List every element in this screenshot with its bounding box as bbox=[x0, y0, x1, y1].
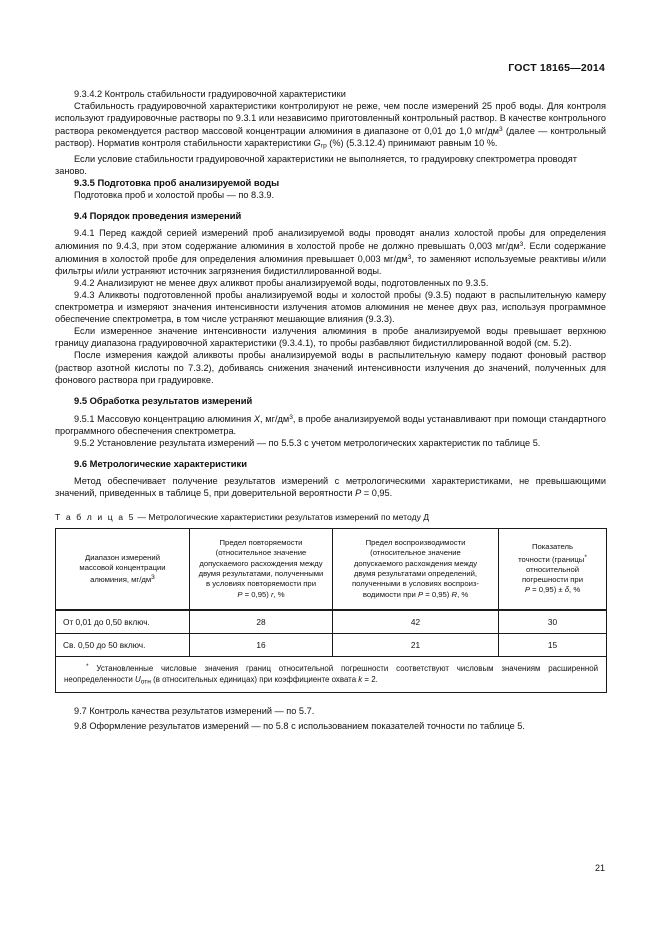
section-9-3-4-2-heading: 9.3.4.2 Контроль стабильности градуировочной характеристики bbox=[74, 89, 346, 99]
variable-x: X bbox=[253, 413, 261, 424]
table-header-accuracy: Показатель точности (границы* относительной погрешности при P = 0,95) ± δ, % bbox=[499, 528, 607, 610]
table-cell-accuracy: 15 bbox=[499, 633, 607, 656]
spacer bbox=[55, 499, 606, 511]
variable-p: P bbox=[417, 589, 424, 599]
table-cell-repeatability: 28 bbox=[190, 610, 333, 634]
table-caption bbox=[55, 511, 606, 523]
table-cell-reproducibility: 42 bbox=[333, 610, 499, 634]
superscript-cubic: 3 bbox=[289, 413, 293, 421]
section-9-3-4-2-paragraph-2: Если условие стабильности градуировочной характеристики не выполняется, то градуировку спектрометра проводят заново. bbox=[55, 153, 577, 176]
spacer bbox=[55, 201, 606, 210]
section-9-5-heading: 9.5 Обработка результатов измерений bbox=[74, 394, 253, 406]
superscript-cubic: 3 bbox=[498, 126, 503, 134]
subscript-gr: гр bbox=[320, 142, 327, 150]
table-header-range: Диапазон измерений массовой концентрации алюминия, $мг/дм^3$ bbox=[56, 528, 190, 610]
page-number: 21 bbox=[594, 863, 605, 873]
section-9-5-2-paragraph: 9.5.2 Установление результата измерений — по 5.5.3 с учетом метрологических характеристик по таблице 5. bbox=[74, 437, 541, 448]
variable-delta: δ bbox=[564, 585, 570, 595]
variable-p: P bbox=[237, 589, 243, 599]
variable-u: U bbox=[135, 675, 141, 685]
section-9-4-2-paragraph: 9.4.2 Анализируют не менее двух аликвот пробы анализируемой воды, подготовленных по 9.3.5. bbox=[74, 278, 489, 289]
variable-p: P bbox=[524, 585, 530, 595]
section-9-4-3-paragraph: 9.4.3 Аликвоты подготовленной пробы анализируемой воды и холостой пробы (9.3.5) подают в распылительную камеру спектрометра и измеряют значения интенсивности излучения атомов алюминия не менее двух раз, используя программное обеспечение спектрометра, в том числе устраняют мешающие влияния (9.3.3). bbox=[55, 290, 606, 325]
section-9-6-heading: 9.6 Метрологические характеристики bbox=[74, 457, 247, 469]
footnote-marker: * bbox=[86, 662, 89, 670]
spacer bbox=[55, 386, 606, 395]
spacer bbox=[55, 693, 606, 705]
superscript-cubic: 3 bbox=[151, 574, 155, 582]
variable-p: P bbox=[355, 487, 362, 498]
table-footnote: * Установленные числовые значения границ относительной погрешности соответствуют числовым значениям расширенной неопределенности $U_{отн}$ (в относительных единицах) при коэффициенте охвата k = 2. bbox=[56, 656, 607, 692]
section-9-3-4-2-paragraph-1: Стабильность градуировочной характеристики контролируют не реже, чем после измерений 25 проб воды. Для контроля используют градуировочные растворы по 9.3.1 или независимо приготовленный контрольный раствор. В качестве контрольного раствора рекомендуется раствор массовой концентрации алюминия в диапазоне от 0,01 до 1,0 $мг/дм^3$ (далее — контрольный раствор). Норматив контроля стабильности характеристики $G_{гр}$ (%) (5.3.12.4) принимают равным 10 %. bbox=[55, 101, 606, 150]
section-9-8-paragraph: 9.8 Оформление результатов измерений — по 5.8 с использованием показателей точности по таблице 5. bbox=[74, 720, 525, 731]
spacer bbox=[55, 449, 606, 458]
table-footnote-row bbox=[56, 656, 607, 692]
variable-g: G bbox=[313, 138, 321, 149]
section-9-3-5-paragraph-1: Подготовка проб и холостой пробы — по 8.3.9. bbox=[74, 189, 275, 200]
footnote-marker: * bbox=[584, 553, 587, 561]
table-header-reproducibility: Предел воспроизводимости (относительное значение допускаемого расхождения между двумя результатами определений, полученными в условиях воспроиз- водимости при P = 0,95) R, % bbox=[333, 528, 499, 610]
section-9-4-3-paragraph-2: Если измеренное значение интенсивности излучения алюминия в пробе анализируемой воды превышает верхнюю границу диапазона градуировочной характеристики (9.3.4.1), то пробы разбавляют бидистиллированной водой (см. 5.2). bbox=[55, 326, 606, 349]
table-row bbox=[56, 633, 607, 656]
table-cell-range: Св. 0,50 до 50 включ. bbox=[56, 633, 190, 656]
page-content bbox=[55, 88, 606, 732]
variable-r-capital: R bbox=[451, 589, 458, 599]
table-header-repeatability: Предел повторяемости (относительное значение допускаемого расхождения между двумя результатами, полученными в условиях повторяемости при P = 0,95) r, % bbox=[190, 528, 333, 610]
subscript-otn: отн bbox=[140, 678, 151, 686]
table-cell-repeatability: 16 bbox=[190, 633, 333, 656]
section-9-5-1-paragraph: 9.5.1 Массовую концентрацию алюминия X, $мг/дм^3$, в пробе анализируемой воды устанавливают при помощи стандартного программного обеспечения спектрометра. bbox=[55, 413, 606, 436]
table-caption-label: Т а б л и ц а 5 bbox=[55, 511, 135, 522]
section-9-4-3-paragraph-3: После измерения каждой аликвоты пробы анализируемой воды в распылительную камеру подают фоновый раствор (раствор азотной кислоты по 7.3.2), добиваясь снижения значений интенсивности излучения до значений, полученных для фонового раствора при градуировке. bbox=[55, 350, 606, 385]
variable-k: k bbox=[358, 675, 363, 685]
table-row bbox=[56, 610, 607, 634]
section-9-6-paragraph: Метод обеспечивает получение результатов измерений с метрологическими характеристиками, не превышающими значений, приведенных в таблице 5, при доверительной вероятности P = 0,95. bbox=[55, 475, 606, 498]
section-9-4-heading: 9.4 Порядок проведения измерений bbox=[74, 209, 242, 221]
table-header-row bbox=[56, 528, 607, 610]
section-9-4-1-paragraph: 9.4.1 Перед каждой серией измерений проб анализируемой воды проводят анализ холостой пробы для определения алюминия по 9.4.3, при этом содержание алюминия в холостой пробе не должно превышать 0,003 $мг/дм^3$. Если содержание алюминия в холостой пробе для определения алюминия превышает 0,003 $мг/дм^3$, то заменяют используемые реактивы и/или фильтры и/или устраняют источник загрязнения бидистиллированной воды. bbox=[55, 227, 606, 277]
running-head-standard-number: ГОСТ 18165—2014 bbox=[508, 62, 605, 74]
superscript-cubic: 3 bbox=[407, 254, 412, 262]
section-9-3-5-heading: 9.3.5 Подготовка проб анализируемой воды bbox=[74, 176, 280, 188]
table-cell-range: От 0,01 до 0,50 включ. bbox=[56, 610, 190, 634]
table-caption-text: — Метрологические характеристики результатов измерений по методу Д bbox=[134, 511, 430, 522]
superscript-cubic: 3 bbox=[519, 240, 524, 248]
variable-r-small: r bbox=[270, 589, 274, 599]
table-cell-accuracy: 30 bbox=[499, 610, 607, 634]
table-cell-reproducibility: 21 bbox=[333, 633, 499, 656]
section-9-7-paragraph: 9.7 Контроль качества результатов измерений — по 5.7. bbox=[74, 705, 315, 716]
metrological-characteristics-table bbox=[55, 528, 607, 693]
